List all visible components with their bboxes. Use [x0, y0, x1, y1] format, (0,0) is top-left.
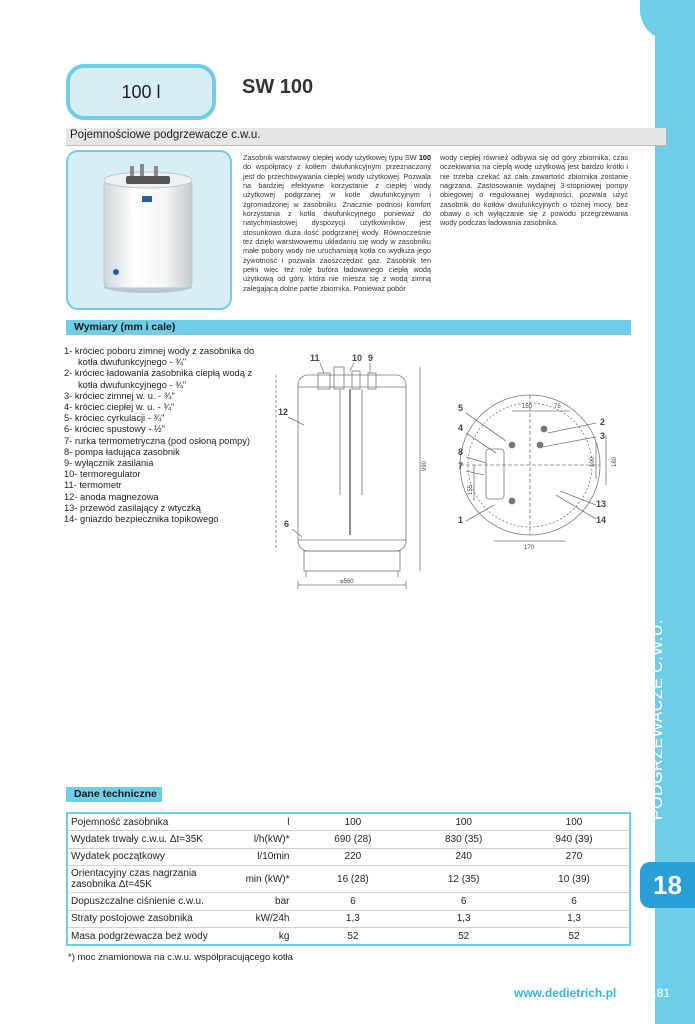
table-cell: 1,3	[519, 910, 630, 928]
table-cell: 1,3	[408, 910, 519, 928]
description-col-2	[440, 153, 628, 228]
drawing-dim: 155	[468, 484, 474, 495]
dimensions-heading	[66, 320, 631, 335]
legend-item: 13- przewód zasilający z wtyczką	[64, 502, 201, 513]
water-heater-image	[68, 152, 230, 308]
table-cell: Straty postojowe zasobnika	[67, 910, 221, 928]
drawing-label: 1	[458, 515, 464, 525]
drawing-dim: 180	[612, 456, 618, 467]
website-link[interactable]: www.dedietrich.pl	[514, 986, 617, 1000]
drawing-label: 5	[458, 403, 464, 413]
legend-item: 11- termometr	[64, 480, 122, 491]
table-row	[67, 848, 630, 866]
drawing-label: 10	[352, 353, 363, 363]
product-photo	[66, 150, 232, 310]
legend-item: 2- króciec ładowania zasobnika ciepłą wodą z	[64, 368, 253, 379]
table-cell: min (kW)*	[221, 866, 297, 893]
table-cell: Wydatek trwały c.w.u. Δt=35K	[67, 831, 221, 849]
drawing-label: 12	[278, 407, 289, 417]
description-text-1: do współpracy z kotłem dwufunkcyjnym przeznaczony jest do przechowywania ciepłej wody użytkowej. Pozwala na bardziej efektywne korzystanie z ciepłej wody użytkowej podgrzanej w kotle dwufunkcyjnym i zgromadzonej w zasobniku. Znacznie podnosi komfort korzystania z kotła dwufunkcyjnego ponieważ do natychmiastowej dyspozycji użytkowników jest stosunkowo duża ilość podgrzanej wody. Równocześnie też dzięki warstwowemu układaniu się wody w zasobniku małe pobory wody nie uruchamiają kotła co wydłuża jego żywotność i pozwala zaoszczędzić gaz. Zasobnik ten pełni więc też rolę bufora ładowanego ciepłą wodą użytkową od góry, która nie miesza się z wodą zimną zalegającą dolne partie zbiornika. Ponieważ pobór	[243, 162, 431, 293]
legend-item: kotła dwufunkcyjnego - ¾"	[78, 357, 187, 368]
legend-item: 5- króciec cyrkulacji - ¾"	[64, 413, 165, 424]
table-cell: 1,3	[297, 910, 408, 928]
table-cell: 6	[519, 893, 630, 911]
table-cell: 690 (28)	[297, 831, 408, 849]
table-cell: Pojemność zasobnika	[67, 813, 221, 831]
footnote: *) moc znamionowa na c.w.u. współpracującego kotła	[68, 952, 293, 963]
technical-drawing	[270, 345, 630, 595]
description-col-1	[243, 153, 431, 293]
description-text-2: wody ciepłej również odbywa się od góry zbiornika, czas oczekiwania na ciepłą wodę użytkową jest bardzo krótki i nie trzeba czekać aż cała zawartość zbiornika zostanie nagrzana. Zastosowanie wydajnej 3-stopniowej pompy obiegowej o regulowanej wydajności, pozwala użyć zasobnik do kotłów dwufunkcyjnych o różnej mocy, bez obawy o ich wyłączanie się z powodu przegrzewania wody podczas ładowania zasobnika.	[440, 153, 628, 228]
table-cell: 830 (35)	[408, 831, 519, 849]
capacity-box	[66, 64, 216, 120]
legend-list	[64, 346, 264, 525]
tech-heading-text: Dane techniczne	[74, 788, 157, 800]
table-cell: 270	[519, 848, 630, 866]
legend-item: 14- gniazdo bezpiecznika topikowego	[64, 514, 219, 525]
table-cell: 240	[408, 848, 519, 866]
table-cell: 16 (28)	[297, 866, 408, 893]
table-cell: 6	[297, 893, 408, 911]
legend-item: 10- termoregulator	[64, 469, 141, 480]
legend-item: 8- pompa ładująca zasobnik	[64, 446, 180, 457]
dimensions-heading-text: Wymiary (mm i cale)	[74, 321, 176, 333]
table-row	[67, 893, 630, 911]
table-row	[67, 813, 630, 831]
drawing-dim: ⌀560	[340, 579, 354, 585]
table-cell: Dopuszczalne ciśnienie c.w.u.	[67, 893, 221, 911]
side-category	[641, 620, 671, 820]
table-row	[67, 831, 630, 849]
legend-item: 4- króciec ciepłej w. u. - ¾"	[64, 402, 175, 413]
table-cell: 52	[297, 928, 408, 946]
table-cell: 100	[408, 813, 519, 831]
drawing-label: 2	[600, 417, 606, 427]
drawing-label: 7	[458, 461, 464, 471]
legend-item: 1- króciec poboru zimnej wody z zasobnika do	[64, 346, 255, 356]
drawing-dim: 990	[422, 460, 428, 471]
table-cell: 10 (39)	[519, 866, 630, 893]
drawing-dim: 100	[590, 456, 596, 467]
legend-item: 9- wyłącznik zasilania	[64, 458, 154, 469]
model-title: SW 100	[242, 76, 314, 98]
table-cell: kW/24h	[221, 910, 297, 928]
table-cell: l/h(kW)*	[221, 831, 297, 849]
drawing-label: 14	[596, 515, 607, 525]
tech-table	[66, 812, 631, 946]
description-bold: 100	[418, 153, 432, 162]
table-cell: Masa podgrzewacza bez wody	[67, 928, 221, 946]
table-cell: 100	[297, 813, 408, 831]
legend-item: 6- króciec spustowy - ½"	[64, 424, 165, 435]
table-cell: l	[221, 813, 297, 831]
drawing-label: 8	[458, 447, 464, 457]
drawing-label: 4	[458, 423, 464, 433]
capacity-label: 100 l	[121, 81, 161, 102]
side-strip-top	[640, 0, 695, 40]
drawing-dim: 75	[554, 404, 561, 410]
table-cell: 940 (39)	[519, 831, 630, 849]
legend-item: 12- anoda magnezowa	[64, 491, 159, 502]
table-row	[67, 866, 630, 893]
drawing-label: 13	[596, 499, 607, 509]
table-cell: Orientacyjny czas nagrzania zasobnika Δt=45K	[67, 866, 221, 893]
drawing-dim: 170	[524, 545, 535, 551]
table-row	[67, 928, 630, 946]
drawing-label: 9	[368, 353, 374, 363]
table-cell: 220	[297, 848, 408, 866]
drawing-label: 11	[310, 353, 320, 363]
table-cell: kg	[221, 928, 297, 946]
table-cell: Wydatek początkowy	[67, 848, 221, 866]
drawing-label: 6	[284, 519, 290, 529]
table-cell: 100	[519, 813, 630, 831]
subtitle-bar	[66, 128, 666, 146]
legend-item: kotła dwufunkcyjnego - ¾"	[78, 379, 187, 390]
table-row	[67, 910, 630, 928]
table-cell: l/10min	[221, 848, 297, 866]
legend-item: 3- króciec zimnej w. u. - ¾"	[64, 390, 175, 401]
subtitle: Pojemnościowe podgrzewacze c.w.u.	[70, 129, 261, 141]
section-number: 18	[640, 862, 695, 908]
table-cell: 6	[408, 893, 519, 911]
drawing-dim: 150	[522, 404, 533, 410]
description-text-pre: Zasobnik warstwowy ciepłej wody użytkowej typu SW	[243, 153, 417, 162]
drawing-label: 3	[600, 431, 606, 441]
table-cell: 52	[519, 928, 630, 946]
tech-heading	[66, 787, 162, 802]
legend-item: 7- rurka termometryczna (pod osłoną pompy)	[64, 435, 251, 446]
table-cell: 12 (35)	[408, 866, 519, 893]
table-cell: 52	[408, 928, 519, 946]
table-cell: bar	[221, 893, 297, 911]
page-number: 181	[650, 986, 671, 1000]
side-category-label: PODGRZEWACZE C.W.U.	[649, 619, 666, 820]
